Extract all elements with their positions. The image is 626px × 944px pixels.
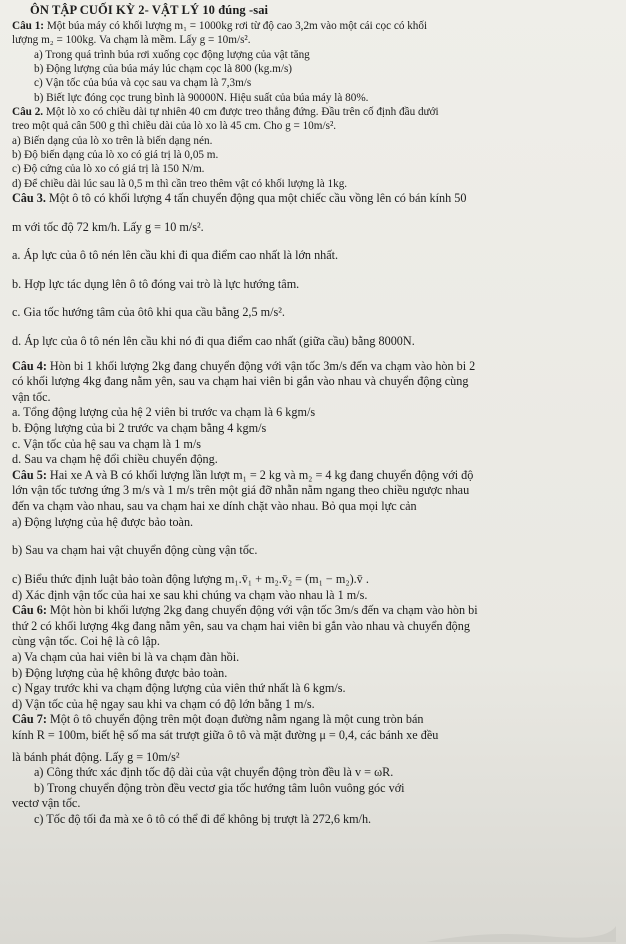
- question-4-line-1: Câu 4: Hòn bi 1 khối lượng 2kg đang chuyển động với vận tốc 3m/s đến va chạm vào hòn bi 2: [12, 358, 476, 373]
- question-6-line-1: Câu 6: Một hòn bi khối lượng 2kg đang chuyển động với vận tốc 3m/s đến va chạm vào hòn bi: [12, 603, 478, 618]
- question-3-option-b: b. Hợp lực tác dụng lên ô tô đóng vai trò là lực hướng tâm.: [12, 276, 300, 291]
- question-6-option-c: c) Ngay trước khi va chạm động lượng của viên thứ nhất là 6 kgm/s.: [12, 681, 346, 696]
- question-1-option-d: b) Biết lực đóng cọc trung bình là 90000N. Hiệu suất của búa máy là 80%.: [34, 91, 369, 104]
- question-4: [12, 359, 616, 468]
- question-7-option-b: b) Trong chuyển động tròn đều vectơ gia tốc hướng tâm luôn vuông góc với: [34, 780, 405, 795]
- question-5-line-2: lớn vận tốc tương ứng 3 m/s và 1 m/s trên một giá đỡ nhẵn nằm ngang theo chiều ngược nhau: [12, 483, 470, 498]
- question-7-option-b-continued: vectơ vận tốc.: [12, 796, 81, 811]
- question-4-option-d: d. Sau va chạm hệ đổi chiều chuyển động.: [12, 452, 218, 467]
- question-2-line-2: treo một quả cân 500 g thì chiều dài của lò xo là 45 cm. Cho g = 10m/s².: [12, 120, 337, 133]
- question-5-line-1: Câu 5: Hai xe A và B có khối lượng lần lượt m₁ = 2 kg và m₂ = 4 kg đang chuyển động với độ: [12, 467, 474, 482]
- question-1-option-b: b) Động lượng của búa máy lúc chạm cọc là 800 (kg.m/s): [34, 62, 293, 75]
- question-5-option-a: a) Động lượng của hệ được bảo toàn.: [12, 514, 194, 529]
- question-1: [12, 19, 616, 105]
- question-3-line-1: Câu 3. Một ô tô có khối lượng 4 tấn chuyển động qua một chiếc cầu vồng lên có bán kính 50: [12, 190, 467, 205]
- question-7: [12, 712, 616, 827]
- question-1-option-a: a) Trong quá trình búa rơi xuống cọc động lượng của vật tăng: [34, 48, 310, 61]
- question-1-option-c: c) Vận tốc của búa và cọc sau va chạm là 7,3m/s: [34, 77, 252, 90]
- question-6-line-3: cùng vận tốc. Coi hệ là cô lập.: [12, 634, 160, 649]
- question-5-option-d: d) Xác định vận tốc của hai xe sau khi chúng va chạm vào nhau là 1 m/s.: [12, 587, 368, 602]
- question-7-line-3: là bánh phát động. Lấy g = 10m/s²: [12, 749, 180, 764]
- question-2-option-b: b) Độ biến dạng của lò xo có giá trị là 0,05 m.: [12, 148, 219, 161]
- question-7-option-c: c) Tốc độ tối đa mà xe ô tô có thể đi để không bị trượt là 272,6 km/h.: [34, 812, 372, 827]
- question-5-line-3: đến va chạm vào nhau, sau va chạm hai xe dính chặt vào nhau. Bỏ qua mọi lực cản: [12, 499, 417, 514]
- question-4-line-3: vận tốc.: [12, 389, 51, 404]
- question-5: [12, 468, 616, 603]
- question-2: [12, 105, 616, 191]
- question-7-line-1: Câu 7: Một ô tô chuyển động trên một đoạn đường nằm ngang là một cung tròn bán: [12, 712, 424, 727]
- question-6-option-a: a) Va chạm của hai viên bi là va chạm đàn hồi.: [12, 649, 240, 664]
- question-5-option-c: c) Biểu thức định luật bảo toàn động lượng m₁.v̄₁ + m₂.v̄₂ = (m₁ − m₂).v̄ .: [12, 571, 369, 586]
- question-6: [12, 603, 616, 712]
- question-7-line-2: kính R = 100m, biết hệ số ma sát trượt giữa ô tô và mặt đường μ = 0,4, các bánh xe đều: [12, 728, 439, 742]
- question-6-option-b: b) Động lượng của hệ không được bảo toàn.: [12, 665, 228, 680]
- question-1-line-2: lượng m₂ = 100kg. Va chạm là mềm. Lấy g = 10m/s².: [12, 34, 251, 47]
- question-3-option-d: d. Áp lực của ô tô nén lên cầu khi nó đi qua điểm cao nhất (giữa cầu) bằng 8000N.: [12, 333, 415, 348]
- document-title: ÔN TẬP CUỐI KỲ 2- VẬT LÝ 10 đúng -sai: [30, 3, 269, 17]
- question-4-option-b: b. Động lượng của bi 2 trước va chạm bằng 4 kgm/s: [12, 421, 267, 436]
- question-3-line-2: m với tốc độ 72 km/h. Lấy g = 10 m/s².: [12, 219, 204, 234]
- question-1-line-1: Câu 1: Một búa máy có khối lượng m₁ = 1000kg rơi từ độ cao 3,2m vào một cái cọc có khối: [12, 20, 428, 32]
- question-5-option-b: b) Sau va chạm hai vật chuyển động cùng vận tốc.: [12, 543, 258, 558]
- question-3: [12, 191, 616, 350]
- question-6-line-2: thứ 2 có khối lượng 4kg đang nằm yên, sau va chạm hai viên bi gắn vào nhau và chuyển động: [12, 618, 470, 633]
- question-7-option-a: a) Công thức xác định tốc độ dài của vật chuyển động tròn đều là v = ωR.: [34, 765, 394, 780]
- question-2-option-d: d) Để chiều dài lúc sau là 0,5 m thì cần treo thêm vật có khối lượng là 1kg.: [12, 177, 348, 190]
- question-4-option-c: c. Vận tốc của hệ sau va chạm là 1 m/s: [12, 436, 201, 451]
- question-2-line-1: Câu 2. Một lò xo có chiều dài tự nhiên 40 cm được treo thẳng đứng. Đầu trên cố định đầu dưới: [12, 105, 439, 118]
- question-3-option-a: a. Áp lực của ô tô nén lên cầu khi đi qua điểm cao nhất là lớn nhất.: [12, 248, 339, 263]
- question-6-option-d: d) Vận tốc của hệ ngay sau khi va chạm có độ lớn bằng 1 m/s.: [12, 696, 315, 711]
- question-2-option-c: c) Độ cứng của lò xo có giá trị là 150 N/m.: [12, 163, 205, 176]
- photo-edge-shadow: [426, 922, 616, 942]
- question-3-option-c: c. Gia tốc hướng tâm của ôtô khi qua cầu bằng 2,5 m/s².: [12, 305, 285, 320]
- question-2-option-a: a) Biến dạng của lò xo trên là biến dạng nén.: [12, 134, 213, 147]
- question-4-line-2: có khối lượng 4kg đang nằm yên, sau va chạm hai viên bi gắn vào nhau và chuyển động cùng: [12, 374, 469, 389]
- question-4-option-a: a. Tổng động lượng của hệ 2 viên bi trước va chạm là 6 kgm/s: [12, 405, 316, 420]
